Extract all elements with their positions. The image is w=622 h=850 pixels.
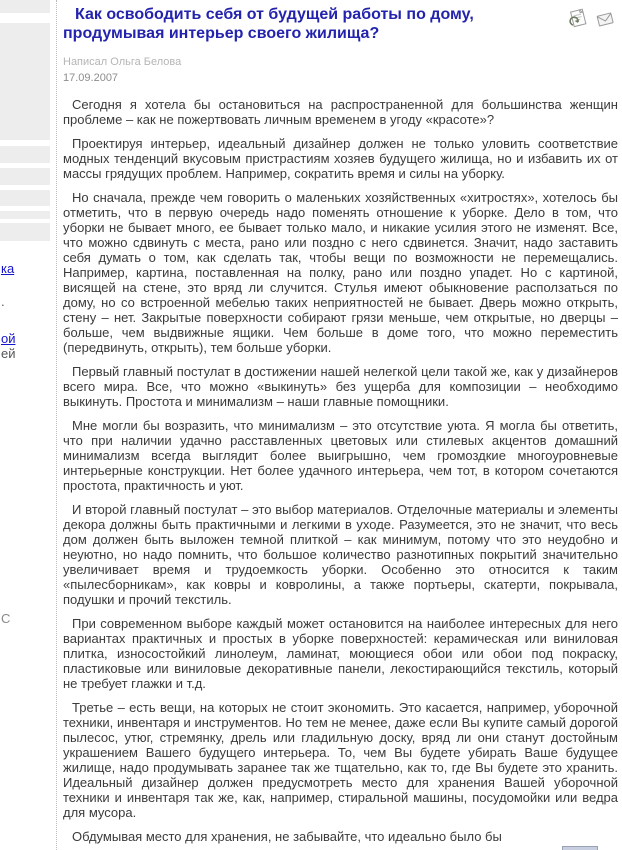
sidebar-menu-item-block (0, 190, 50, 206)
print-icon[interactable] (567, 8, 589, 30)
sidebar-separator (56, 0, 57, 850)
sidebar-module-block (0, 0, 50, 13)
paragraph: Но сначала, прежде чем говорить о маленьких хозяйственных «хитростях», хотелось бы отметить, что в первую очередь надо поменять отношение к уборке. Дело в том, что уборки не бывает много, ее бывает только мало, и никакие усилия этого не изменят. Все, что можно сдвинуть с места, рано или поздно с него сдвинется. Значит, надо заставить себя думать о том, как сделать так, чтобы вещи по возможности не перемещались. Например, картина, поставленная на полку, рано или поздно упадет. Но с картиной, висящей на стене, это вряд ли случится. Стулья имеют обыкновение расползаться по дому, но со встроенной мебелью таких неприятностей не бывает. Дверь можно открыть, стену – нет. Закрытые поверхности собирают грязи меньше, чем открытые, но дверцы – больше, чем выдвижные ящики. Чем больше в доме того, что можно переместить (передвинуть, открыть), тем больше уборки. (63, 190, 618, 355)
sidebar (0, 0, 56, 850)
paragraph: Первый главный постулат в достижении нашей нелегкой цели такой же, как у дизайнеров всего мира. Все, что можно «выкинуть» без ущерба для композиции – необходимо выкинуть. Простота и минимализм – наши главные помощники. (63, 364, 618, 409)
sidebar-link-fragment[interactable]: ой (1, 331, 16, 346)
paragraph: Проектируя интерьер, идеальный дизайнер должен не только уловить соответствие модных тенденций вкусовым пристрастиям хозяев будущего жилища, но и избавить их от массы грядущих проблем. Например, сократить время и силы на уборку. (63, 136, 618, 181)
paragraph: И второй главный постулат – это выбор материалов. Отделочные материалы и элементы декора должны быть практичными и легкими в уходе. Разумеется, это не значит, что весь дом должен быть выложен темной плиткой – как минимум, потому что это неудобно и неуютно, но надо помнить, что большое количество разнотипных покрытий значительно увеличивает время и трудоемкость уборки. Особенно это относится к таким «пылесборникам», как ковры и ковролины, а также портьеры, скатерти, покрывала, подушки и прочий текстиль. (63, 502, 618, 607)
article-body (63, 97, 618, 844)
sidebar-text-fragment: . (1, 294, 5, 309)
paragraph: Третье – есть вещи, на которых не стоит экономить. Это касается, например, уборочной техники, инвентаря и инструментов. Но тем не менее, даже если Вы купите самый дорогой пылесос, утюг, стремянку, дрель или гладильную доску, вряд ли они станут достойным украшением Вашего будущего интерьера. То, чем Вы будете убирать Ваше будущее жилище, надо продумывать заранее так же тщательно, как то, где Вы будете это хранить. Идеальный дизайнер должен предусмотреть место для хранения Вашей уборочной техники и инвентаря так же, как, например, стиральной машины, посудомойки или ведра для мусора. (63, 700, 618, 820)
article-header (63, 5, 618, 43)
paragraph: Мне могли бы возразить, что минимализм – это отсутствие уюта. Я могла бы ответить, что при наличии удачно расставленных цветовых или стилевых акцентов домашний минимализм всегда выглядит более выигрышно, чем громоздкие многоуровневые интерьерные конструкции. Нет более удачного интерьера, чем тот, в котором сочетаются простота, практичность и уют. (63, 418, 618, 493)
sidebar-module-block (0, 23, 50, 140)
article-toolbar (567, 8, 616, 30)
email-icon[interactable] (594, 8, 616, 30)
paragraph: Сегодня я хотела бы остановиться на распространенной для большинства женщин проблеме – как не пожертвовать личным временем в угоду «красоте»? (63, 97, 618, 127)
sidebar-menu-item-block (0, 146, 50, 163)
sidebar-text-fragment: С (1, 611, 11, 626)
page-title: Как освободить себя от будущей работы по дому, продумывая интерьер своего жилища? (63, 6, 474, 42)
article (63, 0, 618, 850)
sidebar-menu-item-block (0, 211, 50, 219)
paragraph: При современном выборе каждый может остановится на наиболее интересных для него вариантах практичных и простых в уборке поверхностей: керамическая или виниловая плитка, износостойкий линолеум, ламинат, моющиеся обои или обои под покраску, пластиковые или виниловые декоративные панели, лекостирающийся текстиль, который не требует глажки и т.д. (63, 616, 618, 691)
article-author: Написал Ольга Белова (63, 56, 182, 68)
sidebar-menu-item-block (0, 168, 50, 185)
sidebar-link-fragment[interactable]: ка (1, 261, 15, 276)
article-date: 17.09.2007 (63, 72, 119, 84)
paragraph: Обдумывая место для хранения, не забывайте, что идеально было бы (72, 829, 502, 844)
cut-off-image (562, 846, 598, 850)
sidebar-text-fragment: ей (1, 346, 16, 361)
sidebar-menu-item-block (0, 223, 50, 241)
